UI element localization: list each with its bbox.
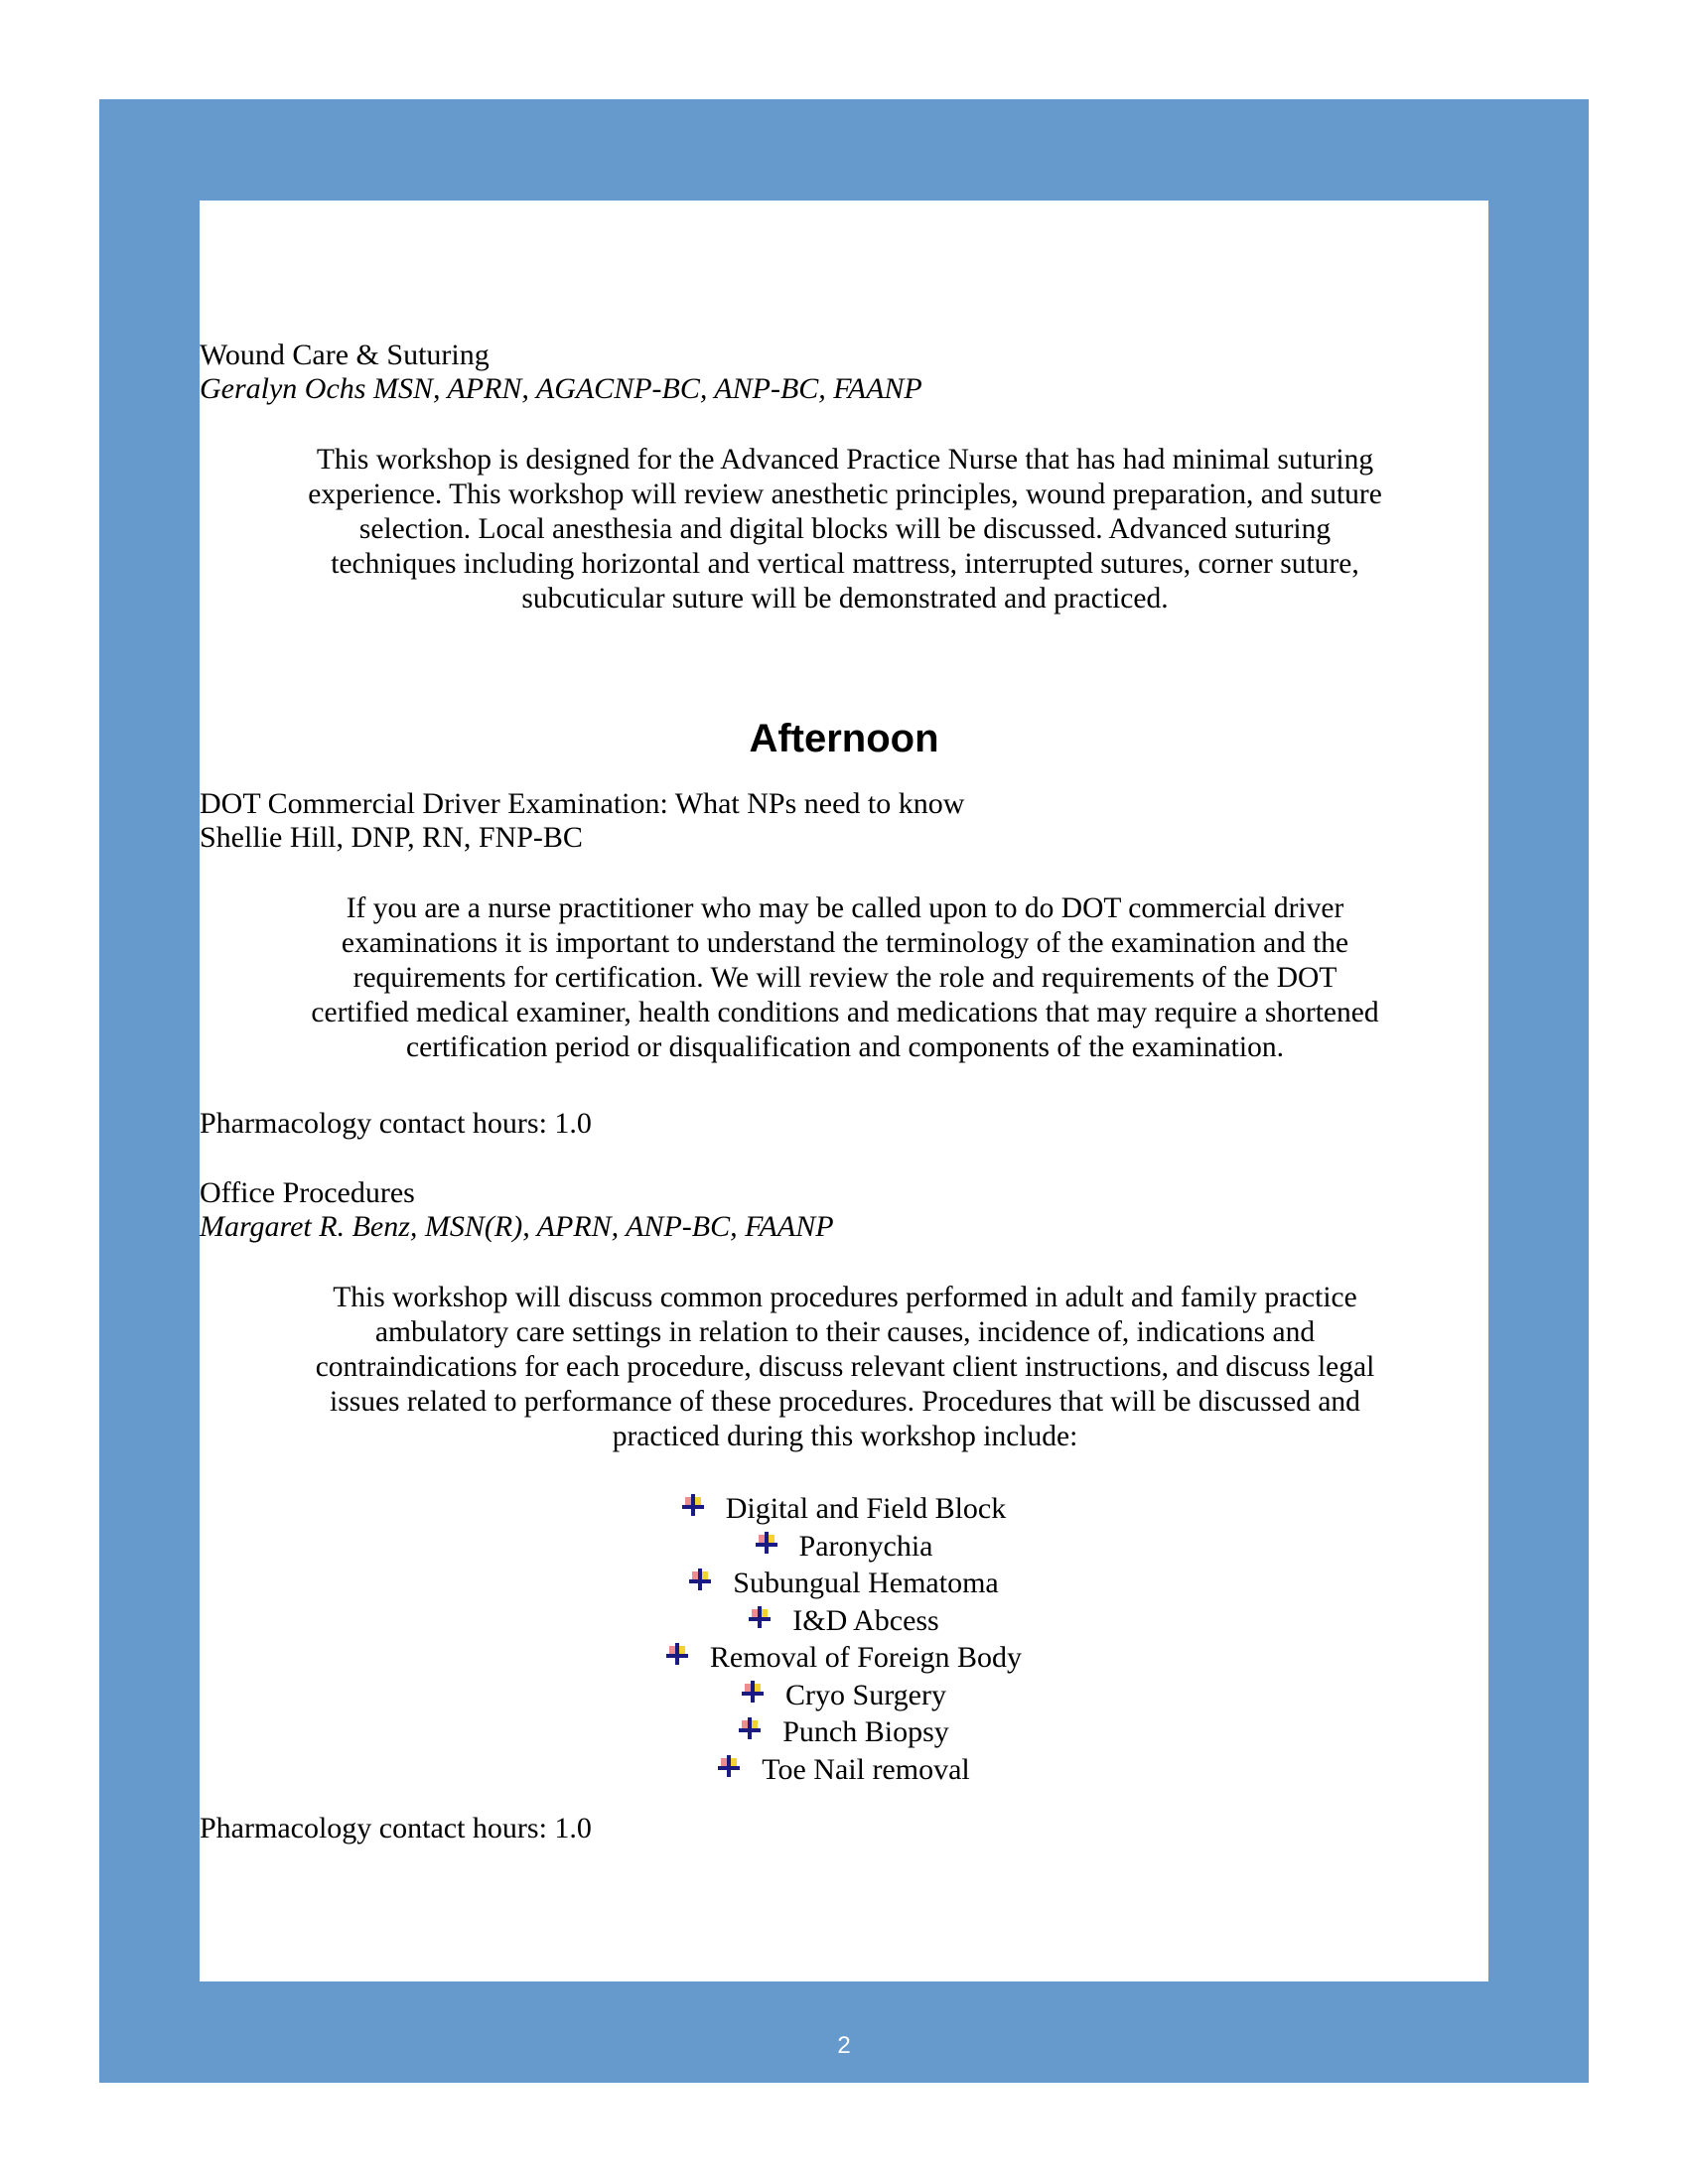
contact-hours-office-procedures: Pharmacology contact hours: 1.0 <box>200 1812 592 1844</box>
list-item: Cryo Surgery <box>200 1676 1488 1713</box>
section-presenter-office-procedures: Margaret R. Benz, MSN(R), APRN, ANP-BC, FAANP <box>200 1210 834 1243</box>
list-item: Punch Biopsy <box>200 1712 1488 1750</box>
page-frame <box>99 99 1589 2083</box>
contact-hours-dot-exam: Pharmacology contact hours: 1.0 <box>200 1107 592 1140</box>
four-color-plus-bullet-icon <box>749 1601 771 1623</box>
section-description-wound-care: This workshop is designed for the Advanced Practice Nurse that has had minimal suturing experience. This workshop will review anesthetic principles, wound preparation, and suture selection. Local anesthesia and digital blocks will be discussed. Advanced suturing techniques including horizontal and vertical mattress, interrupted sutures, corner suture, subcuticular suture will be demonstrated and practiced. <box>308 444 1382 614</box>
list-item: Toe Nail removal <box>200 1750 1488 1788</box>
section-title-wound-care: Wound Care & Suturing <box>200 339 490 371</box>
list-item: Removal of Foreign Body <box>200 1638 1488 1676</box>
section-description-office-procedures: This workshop will discuss common procedures performed in adult and family practice ambulatory care settings in relation to their causes, incidence of, indications and contraindications for each procedure, discuss relevant client instructions, and discuss legal issues related to performance of these procedures. Procedures that will be discussed and practiced during this workshop include: <box>315 1282 1375 1452</box>
list-item: I&D Abcess <box>200 1601 1488 1639</box>
four-color-plus-bullet-icon <box>742 1676 764 1698</box>
four-color-plus-bullet-icon <box>739 1712 761 1734</box>
afternoon-heading: Afternoon <box>749 717 939 760</box>
section-presenter-dot-exam: Shellie Hill, DNP, RN, FNP-BC <box>200 821 583 854</box>
page-number: 2 <box>837 2032 851 2059</box>
four-color-plus-bullet-icon <box>689 1564 711 1585</box>
section-description-dot-exam: If you are a nurse practitioner who may be called upon to do DOT commercial driver examinations it is important to understand the terminology of the examination and the requirements for certification. We will review the role and requirements of the DOT certified medical examiner, health conditions and medications that may require a shortened certification period or disqualification and components of the examination. <box>311 892 1379 1063</box>
section-title-office-procedures: Office Procedures <box>200 1176 415 1209</box>
four-color-plus-bullet-icon <box>756 1527 777 1549</box>
list-item: Paronychia <box>200 1527 1488 1565</box>
page-content-area <box>200 201 1488 1981</box>
section-presenter-wound-care: Geralyn Ochs MSN, APRN, AGACNP-BC, ANP-BC, FAANP <box>200 372 922 405</box>
four-color-plus-bullet-icon <box>682 1489 704 1511</box>
four-color-plus-bullet-icon <box>718 1750 740 1772</box>
procedures-list <box>200 1489 1488 1787</box>
four-color-plus-bullet-icon <box>666 1638 688 1660</box>
list-item: Subungual Hematoma <box>200 1564 1488 1601</box>
section-title-dot-exam: DOT Commercial Driver Examination: What NPs need to know <box>200 787 965 820</box>
list-item: Digital and Field Block <box>200 1489 1488 1527</box>
